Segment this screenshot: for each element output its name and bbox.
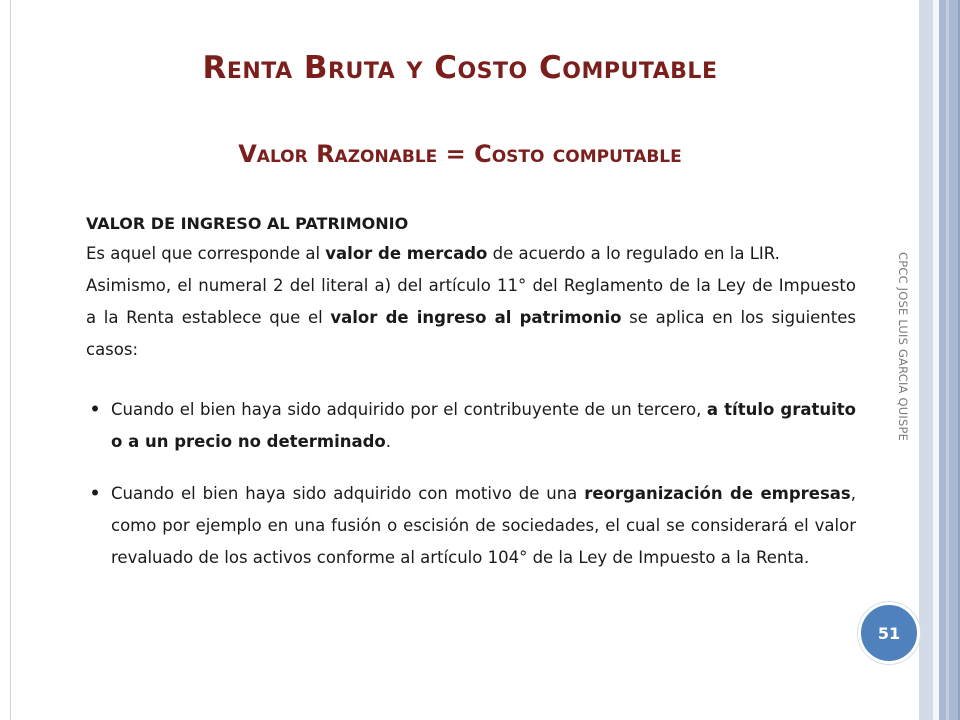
section-heading: VALOR DE INGRESO AL PATRIMONIO xyxy=(86,214,409,233)
paragraph-text: de acuerdo a lo regulado en la LIR. xyxy=(487,244,780,263)
spacer xyxy=(86,366,856,394)
paragraph-regulation xyxy=(86,270,856,366)
slide-subtitle: Valor Razonable = Costo computable xyxy=(238,140,682,168)
paragraph-definition xyxy=(86,238,856,270)
bullet-text: . xyxy=(385,432,392,451)
bullet-text: , como por ejemplo en una fusión o escisión de sociedades, el cual se considerará el valor revaluado de los activos conforme al artículo 104° de la Ley de Impuesto a la Renta. xyxy=(111,484,856,567)
right-rail-stripe xyxy=(946,0,949,720)
bullet-item xyxy=(86,478,856,574)
bullet-icon: • xyxy=(89,484,101,503)
right-rail-dark xyxy=(939,0,960,720)
page-number-badge: 51 xyxy=(858,602,920,664)
paragraph-emphasis: valor de mercado xyxy=(325,244,488,263)
bullet-text: Cuando el bien haya sido adquirido con motivo de una xyxy=(111,484,585,503)
slide-title: Renta Bruta y Costo Computable xyxy=(202,50,718,86)
paragraph-text: se aplica en los siguientes casos: xyxy=(86,308,856,359)
bullet-item xyxy=(86,394,856,458)
slide-body xyxy=(86,212,856,574)
right-rail-light xyxy=(919,0,933,720)
paragraph-text: Es aquel que corresponde al xyxy=(86,244,326,263)
author-credit: CPCC JOSE LUIS GARCIA QUISPE xyxy=(896,252,910,442)
left-border xyxy=(0,0,11,720)
paragraph-emphasis: valor de ingreso al patrimonio xyxy=(330,308,622,327)
bullet-emphasis: reorganización de empresas xyxy=(584,484,851,503)
bullet-text: Cuando el bien haya sido adquirido por el contribuyente de un tercero, xyxy=(111,400,707,419)
bullet-emphasis: a título gratuito o a un precio no determinado xyxy=(111,400,857,451)
paragraph-text: Asimismo, el numeral 2 del literal a) del artículo 11° del Reglamento de la Ley de Impuesto a la Renta establece que el xyxy=(86,276,856,327)
bullet-icon: • xyxy=(89,400,101,419)
